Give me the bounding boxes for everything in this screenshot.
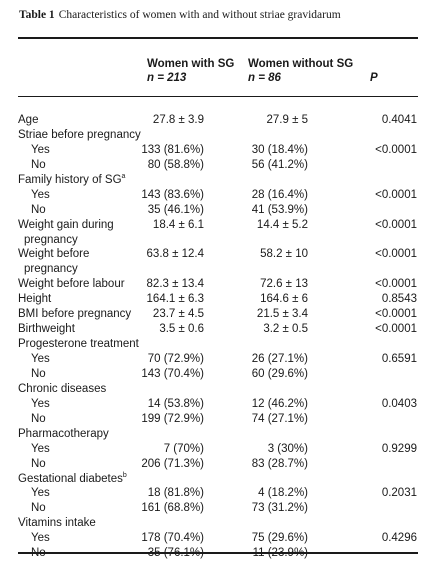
- row-label: pregnancy: [24, 263, 78, 276]
- table-row: [0, 233, 438, 248]
- table-row: [0, 516, 438, 531]
- table-row: [0, 128, 438, 143]
- without-sg-value: 4 (18.2%): [258, 487, 308, 500]
- with-sg-value: 7 (70%): [163, 442, 204, 455]
- row-label: Striae before pregnancy: [18, 128, 141, 141]
- row-label: No: [31, 502, 46, 515]
- table-row: [0, 442, 438, 457]
- table-row: [0, 188, 438, 203]
- table-row: [0, 218, 438, 233]
- table-row: [0, 486, 438, 501]
- without-sg-value: 3.2 ± 0.5: [263, 323, 308, 336]
- with-sg-value: 143 (83.6%): [141, 188, 204, 201]
- with-sg-value: 178 (70.4%): [141, 532, 204, 545]
- table-row: [0, 382, 438, 397]
- with-sg-value: 82.3 ± 13.4: [146, 278, 204, 291]
- without-sg-value: 83 (28.7%): [251, 457, 308, 470]
- row-label: Pharmacotherapy: [18, 427, 109, 440]
- row-label: Age: [18, 114, 39, 126]
- table-row: [0, 472, 438, 487]
- without-sg-value: 164.6 ± 6: [260, 293, 308, 306]
- with-sg-value: 133 (81.6%): [141, 143, 204, 156]
- row-label: No: [31, 367, 46, 380]
- with-sg-value: 3.5 ± 0.6: [159, 323, 204, 336]
- row-label: Yes: [31, 188, 50, 201]
- without-sg-value: 75 (29.6%): [251, 532, 308, 545]
- row-label: No: [31, 203, 46, 216]
- table-row: [0, 457, 438, 472]
- without-sg-value: 56 (41.2%): [251, 158, 308, 171]
- col-header-with-sg-title: Women with SG: [147, 58, 235, 70]
- p-value: <0.0001: [375, 188, 417, 201]
- without-sg-value: 74 (27.1%): [251, 412, 308, 425]
- table-row: [0, 292, 438, 307]
- row-label: pregnancy: [24, 233, 78, 246]
- row-label: Height: [18, 293, 52, 306]
- row-label: Yes: [31, 487, 50, 500]
- without-sg-value: 72.6 ± 13: [260, 278, 308, 291]
- table-row: [0, 397, 438, 412]
- with-sg-value: 35 (46.1%): [147, 203, 204, 216]
- row-label: BMI before pregnancy: [18, 308, 132, 321]
- without-sg-value: 73 (31.2%): [251, 502, 308, 515]
- table-row: [0, 367, 438, 382]
- top-rule: [18, 37, 418, 39]
- table-row: [0, 427, 438, 442]
- table-row: [0, 337, 438, 352]
- row-label: Yes: [31, 353, 50, 365]
- table-body: [0, 113, 438, 561]
- p-value: <0.0001: [375, 248, 417, 261]
- without-sg-value: 41 (53.9%): [251, 203, 308, 216]
- with-sg-value: 80 (58.8%): [147, 158, 204, 171]
- row-label: Progesterone treatment: [18, 338, 139, 351]
- p-value: 0.4296: [381, 532, 417, 545]
- p-value: <0.0001: [375, 278, 417, 291]
- table-row: [0, 247, 438, 262]
- table-row: [0, 531, 438, 546]
- footnote-marker: b: [122, 471, 127, 479]
- footnote-marker: a: [121, 172, 126, 180]
- row-label: Weight before labour: [18, 278, 125, 291]
- without-sg-value: 21.5 ± 3.4: [256, 308, 308, 321]
- p-value: 0.4041: [381, 114, 417, 126]
- p-value: 0.2031: [381, 487, 417, 500]
- p-value: <0.0001: [375, 323, 417, 336]
- p-value: <0.0001: [375, 143, 417, 156]
- p-value: <0.0001: [375, 218, 417, 231]
- table-row: [0, 143, 438, 158]
- row-label: Yes: [31, 442, 50, 455]
- col-header-p: P: [370, 72, 378, 84]
- table-row: [0, 307, 438, 322]
- table-row: [0, 412, 438, 427]
- col-header-without-sg-n: n = 86: [248, 72, 281, 84]
- with-sg-value: 63.8 ± 12.4: [146, 248, 204, 261]
- without-sg-value: 30 (18.4%): [251, 143, 308, 156]
- row-label: Gestational diabetes$^b$: [18, 471, 127, 485]
- row-label: Chronic diseases: [18, 382, 107, 395]
- without-sg-value: 60 (29.6%): [251, 367, 308, 380]
- table-caption: [19, 8, 429, 22]
- without-sg-value: 27.9 ± 5: [266, 114, 308, 126]
- table-row: [0, 203, 438, 218]
- without-sg-value: 58.2 ± 10: [260, 248, 308, 261]
- col-header-without-sg-title: Women without SG: [248, 58, 354, 70]
- p-value: 0.8543: [381, 293, 417, 306]
- header-rule: [18, 96, 418, 97]
- table-row: [0, 277, 438, 292]
- without-sg-value: 14.4 ± 5.2: [256, 218, 308, 231]
- with-sg-value: 164.1 ± 6.3: [146, 293, 204, 306]
- row-label: Yes: [31, 143, 50, 156]
- row-label: Yes: [31, 397, 50, 410]
- with-sg-value: 18 (81.8%): [147, 487, 204, 500]
- without-sg-value: 26 (27.1%): [251, 353, 308, 365]
- row-label: Weight before: [18, 248, 90, 261]
- row-label: Vitamins intake: [18, 517, 96, 530]
- row-label: No: [31, 158, 46, 171]
- with-sg-value: 18.4 ± 6.1: [152, 218, 204, 231]
- table-row: [0, 173, 438, 188]
- table-title: Characteristics of women with and without striae gravidarum: [58, 9, 341, 21]
- with-sg-value: 199 (72.9%): [141, 412, 204, 425]
- col-header-with-sg: [147, 57, 234, 85]
- without-sg-value: 3 (30%): [267, 442, 308, 455]
- row-label: No: [31, 412, 46, 425]
- table-row: [0, 501, 438, 516]
- p-value: 0.0403: [381, 397, 417, 410]
- row-label: No: [31, 457, 46, 470]
- p-value: 0.9299: [381, 442, 417, 455]
- table-label: Table 1: [19, 9, 55, 21]
- without-sg-value: 28 (16.4%): [251, 188, 308, 201]
- table-row: [0, 352, 438, 367]
- bottom-rule: [18, 552, 418, 554]
- with-sg-value: 206 (71.3%): [141, 457, 204, 470]
- col-header-with-sg-n: n = 213: [147, 72, 187, 84]
- col-header-without-sg: [248, 57, 353, 85]
- with-sg-value: 161 (68.8%): [141, 502, 204, 515]
- with-sg-value: 14 (53.8%): [147, 397, 204, 410]
- row-label: Family history of $SG^a$: [18, 172, 126, 186]
- row-label: Weight gain during: [18, 218, 114, 231]
- table-row: [0, 262, 438, 277]
- with-sg-value: 70 (72.9%): [147, 353, 204, 365]
- table-row: [0, 322, 438, 337]
- without-sg-value: 12 (46.2%): [251, 397, 308, 410]
- with-sg-value: 23.7 ± 4.5: [152, 308, 204, 321]
- with-sg-value: 27.8 ± 3.9: [152, 114, 204, 126]
- row-label: Birthweight: [18, 323, 75, 336]
- p-value: <0.0001: [375, 308, 417, 321]
- with-sg-value: 143 (70.4%): [141, 367, 204, 380]
- row-label: Yes: [31, 532, 50, 545]
- p-value: 0.6591: [381, 353, 417, 365]
- table-row: [0, 113, 438, 128]
- table-row: [0, 158, 438, 173]
